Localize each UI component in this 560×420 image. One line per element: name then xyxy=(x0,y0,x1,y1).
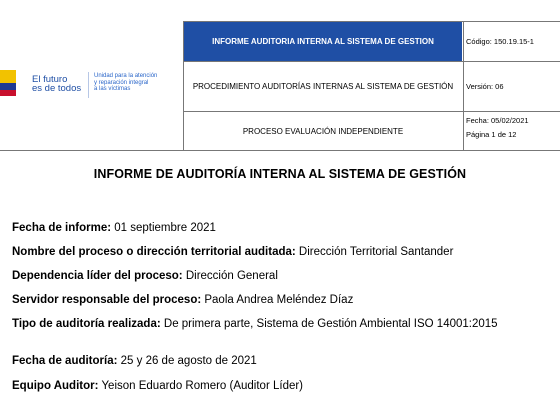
header-procedure: PROCEDIMIENTO AUDITORÍAS INTERNAS AL SISTEMA DE GESTIÓN xyxy=(192,82,454,91)
field-audit-type xyxy=(12,318,548,331)
colombia-flag-icon xyxy=(0,70,16,96)
field-label: Equipo Auditor: xyxy=(12,380,99,392)
field-value: Dirección General xyxy=(182,270,278,282)
logo-block xyxy=(0,18,183,138)
field-label: Tipo de auditoría realizada: xyxy=(12,318,161,330)
header-divider-right xyxy=(463,21,464,150)
header-process: PROCESO EVALUACIÓN INDEPENDIENTE xyxy=(242,126,404,136)
field-audit-date xyxy=(12,355,548,368)
header-bottom-border xyxy=(0,150,560,151)
field-value: Paola Andrea Meléndez Díaz xyxy=(201,294,354,306)
field-value: Dirección Territorial Santander xyxy=(295,246,454,258)
logo-slogan: El futuro es de todos xyxy=(32,74,82,94)
header-page-number: Página 1 de 12 xyxy=(466,130,517,139)
field-label: Fecha de informe: xyxy=(12,222,112,234)
field-label: Nombre del proceso o dirección territorial auditada: xyxy=(12,246,296,258)
header-code: Código: 150.19.15-1 xyxy=(466,37,534,46)
logo-unit-name: Unidad para la atención y reparación integral a las víctimas xyxy=(94,73,158,92)
logo-divider xyxy=(88,72,89,98)
field-value: 01 septiembre 2021 xyxy=(111,222,216,234)
field-value: Yeison Eduardo Romero (Auditor Líder) xyxy=(98,380,304,392)
field-report-date xyxy=(12,222,548,235)
header-version: Versión: 06 xyxy=(466,82,504,91)
field-label: Servidor responsable del proceso: xyxy=(12,294,202,306)
field-value: 25 y 26 de agosto de 2021 xyxy=(117,355,257,367)
field-audit-team xyxy=(12,380,548,393)
field-label: Dependencia líder del proceso: xyxy=(12,270,183,282)
field-label: Fecha de auditoría: xyxy=(12,355,118,367)
header-title: INFORME AUDITORIA INTERNA AL SISTEMA DE GESTION xyxy=(184,22,462,61)
document-title: INFORME DE AUDITORÍA INTERNA AL SISTEMA DE GESTIÓN xyxy=(93,167,467,181)
field-lead-dependency xyxy=(12,270,548,283)
document-header xyxy=(0,0,560,150)
header-date: Fecha: 05/02/2021 xyxy=(466,116,529,125)
field-audited-process xyxy=(12,246,548,259)
field-value: De primera parte, Sistema de Gestión Ambiental ISO 14001:2015 xyxy=(160,318,498,330)
field-responsible-officer xyxy=(12,294,548,307)
